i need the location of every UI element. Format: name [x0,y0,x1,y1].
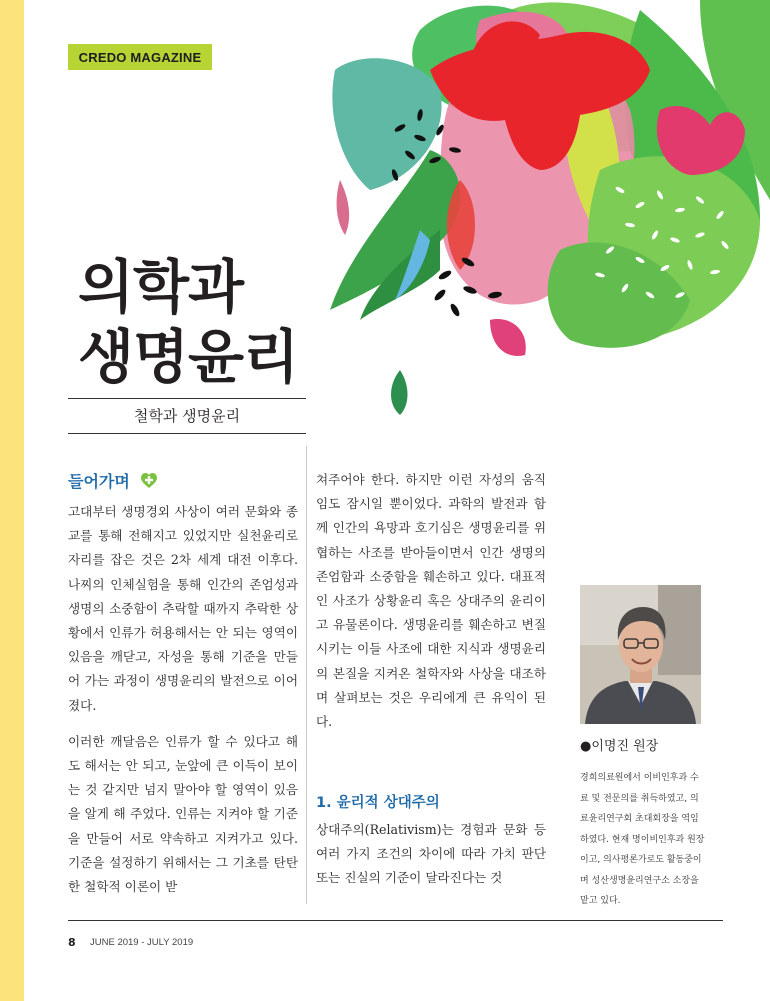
magazine-tag [68,44,212,70]
footer-rule [68,920,723,921]
side-color-bar [0,0,24,1001]
subtitle-rule-bottom [68,433,306,434]
author-photo [580,585,701,724]
subtitle: 철학과 생명윤리 [133,407,241,425]
intro-heading-text: 들어가며 [68,472,130,491]
title-line-2: 생명윤리 [78,323,299,391]
intro-heading [68,472,157,492]
magazine-tag-label: CREDO MAGAZINE [78,49,202,65]
intro-paragraph-1: 고대부터 생명경외 사상이 여러 문화와 종교를 통해 전해지고 있었지만 실천윤리로 자리를 잡은 것은 2차 세계 대전 이후다. 나찌의 인체실험을 통해 인간의 존엄성과 생명의 소중함이 추락할 때까지 추락한 상황에서 인류가 허용해서는 안 되는 영역이 있음을 깨닫고, 자성을 통해 기준을 만들어 가는 과정이 생명윤리의 발전으로 이어졌다. [68,504,298,713]
column2-paragraph: 쳐주어야 한다. 하지만 이런 자성의 움직임도 잠시일 뿐이었다. 과학의 발전과 함께 인간의 욕망과 호기심은 생명윤리를 위협하는 사조를 받아들이면서 인간 생명의 존엄함과 소중함을 훼손하고 있다. 대표적인 사조가 상황윤리 혹은 상대주의 윤리이고 유물론이다. 생명윤리를 훼손하고 변질시키는 이들 사조에 대한 지식과 생명윤리의 본질을 지켜온 철학자와 사상을 대조하며 살펴보는 것은 우리에게 큰 유익이 된다. [316,472,546,730]
author-name: ●이명진 원장 [580,739,659,754]
title-line-1: 의학과 [78,253,244,321]
author-bio: 경희의료원에서 이비인후과 수료 및 전문의를 취득하였고, 의료윤리연구회 초대회장을 역임하였다. 현재 명이비인후과 원장이고, 의사평론가로도 활동중이며 성산생명윤리연구소 소장을 맡고 있다. [580,773,705,906]
section1-paragraph: 상대주의(Relativism)는 경험과 문화 등 여러 가지 조건의 차이에 따라 가치 판단 또는 진실의 기준이 달라진다는 것 [316,822,546,886]
column-divider [306,446,307,904]
page-number: 8 [68,936,76,949]
plus-heart-icon [141,473,157,489]
column2-body [316,468,546,734]
intro-body [68,500,298,899]
section1-heading: 1. 윤리적 상대주의 [316,795,440,811]
section1-body [316,818,546,891]
issue-date: JUNE 2019 - JULY 2019 [90,937,194,948]
floral-illustration [320,0,770,420]
intro-paragraph-2: 이러한 깨달음은 인류가 할 수 있다고 해도 해서는 안 되고, 눈앞에 큰 이득이 보이는 것 같지만 넘지 말아야 할 영역이 있음을 알게 해 주었다. 인류는 지켜야 할 기준을 만들어 서로 약속하고 지켜가고 있다. 기준을 설정하기 위해서는 그 기초를 탄탄한 철학적 이론이 받 [68,733,298,895]
page-title [78,252,298,392]
